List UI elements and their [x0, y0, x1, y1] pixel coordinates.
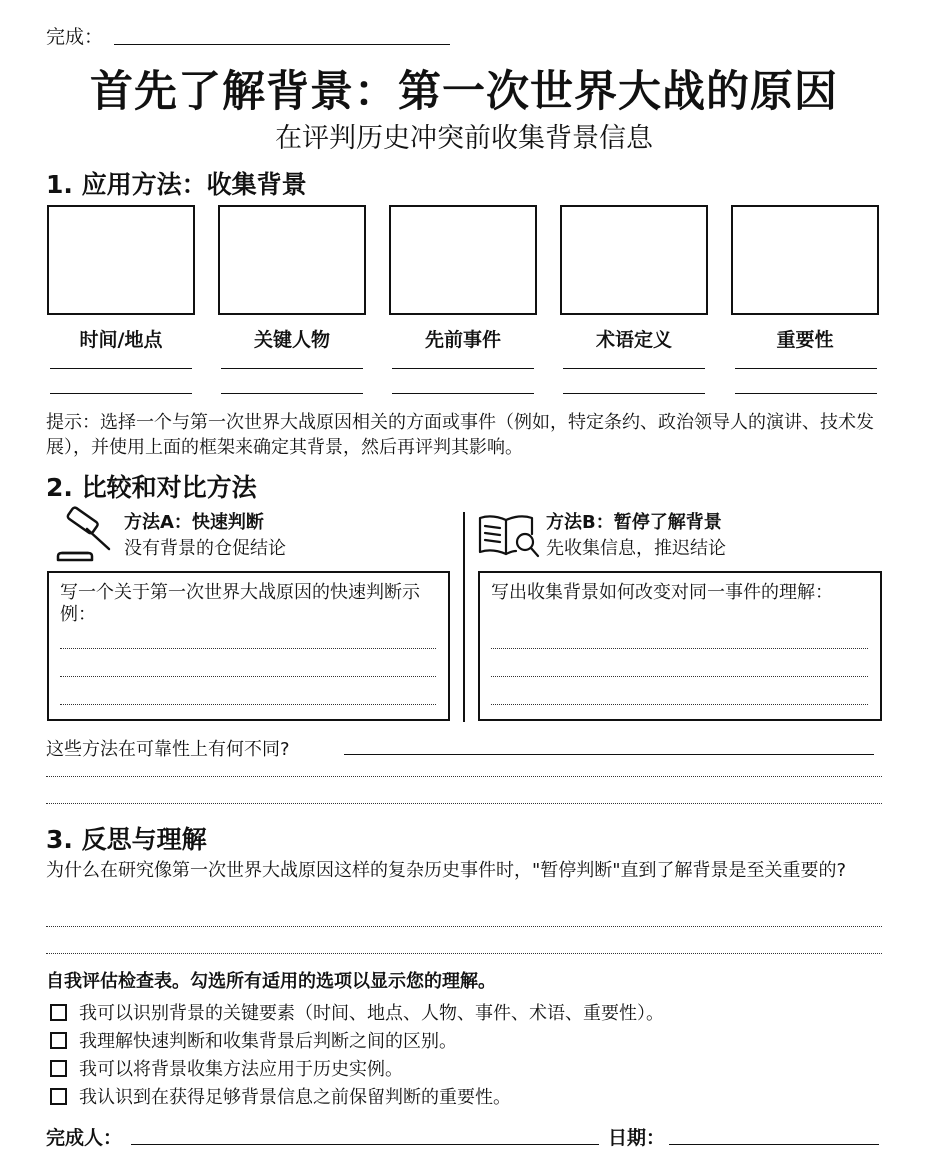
worksheet-title: 首先了解背景：第一次世界大战的原因 — [90, 67, 838, 117]
checkbox[interactable] — [50, 1004, 67, 1021]
checklist-item[interactable] — [50, 1083, 511, 1109]
frame-answer-line[interactable] — [735, 368, 877, 369]
frame-label-term-definitions: 术语定义 — [595, 329, 672, 351]
answer-dotted-line[interactable] — [491, 648, 868, 649]
checkbox[interactable] — [50, 1088, 67, 1105]
completed-by-label: 完成人： — [46, 1127, 123, 1149]
completed-by-field[interactable] — [131, 1144, 599, 1145]
frame-answer-line[interactable] — [392, 368, 534, 369]
context-understanding-prompt: 写出收集背景如何改变对同一事件的理解： — [491, 582, 833, 603]
checkbox[interactable] — [50, 1060, 67, 1077]
checkbox[interactable] — [50, 1032, 67, 1049]
tip-text: 提示：选择一个与第一次世界大战原因相关的方面或事件（例如，特定条约、政治领导人的演讲、技术发展），并使用上面的框架来确定其背景，然后再评判其影响。 — [46, 412, 874, 458]
frame-answer-line[interactable] — [735, 393, 877, 394]
answer-dotted-line[interactable] — [46, 953, 882, 954]
answer-dotted-line[interactable] — [60, 676, 436, 677]
methods-divider — [463, 512, 465, 722]
method-a-title: 方法A：快速判断 — [124, 512, 264, 533]
frame-answer-line[interactable] — [50, 393, 192, 394]
checklist-item-label: 我理解快速判断和收集背景后判断之间的区别。 — [79, 1031, 457, 1052]
frame-box-prior-events[interactable] — [389, 205, 537, 315]
completed-field[interactable] — [114, 44, 450, 45]
checklist-title: 自我评估检查表。勾选所有适用的选项以显示您的理解。 — [46, 971, 496, 992]
answer-dotted-line[interactable] — [491, 704, 868, 705]
worksheet-subtitle: 在评判历史冲突前收集背景信息 — [275, 123, 653, 154]
checklist-item[interactable] — [50, 1055, 403, 1081]
checklist-item[interactable] — [50, 999, 664, 1025]
frame-box-term-definitions[interactable] — [560, 205, 708, 315]
section1-heading: 1. 应用方法：收集背景 — [46, 170, 307, 199]
date-label: 日期： — [608, 1127, 666, 1149]
reliability-answer-line[interactable] — [344, 754, 874, 755]
section3-heading: 3. 反思与理解 — [46, 825, 207, 854]
quick-judgment-prompt: 写一个关于第一次世界大战原因的快速判断示例： — [60, 582, 420, 625]
frame-answer-line[interactable] — [221, 393, 363, 394]
frame-answer-line[interactable] — [392, 393, 534, 394]
checklist-item-label: 我可以将背景收集方法应用于历史实例。 — [79, 1059, 403, 1080]
frame-label-significance: 重要性 — [776, 329, 834, 351]
method-a-description: 没有背景的仓促结论 — [124, 538, 286, 559]
method-b-description: 先收集信息，推迟结论 — [546, 538, 726, 559]
frame-answer-line[interactable] — [563, 393, 705, 394]
answer-dotted-line[interactable] — [491, 676, 868, 677]
section2-heading: 2. 比较和对比方法 — [46, 473, 257, 502]
answer-dotted-line[interactable] — [46, 776, 882, 777]
checklist-item-label: 我认识到在获得足够背景信息之前保留判断的重要性。 — [79, 1087, 511, 1108]
frame-label-key-people: 关键人物 — [253, 329, 330, 351]
frame-answer-line[interactable] — [50, 368, 192, 369]
date-field[interactable] — [669, 1144, 879, 1145]
checklist-item-label: 我可以识别背景的关键要素（时间、地点、人物、事件、术语、重要性）。 — [79, 1003, 664, 1024]
frame-label-prior-events: 先前事件 — [424, 329, 501, 351]
answer-dotted-line[interactable] — [46, 803, 882, 804]
frame-answer-line[interactable] — [563, 368, 705, 369]
answer-dotted-line[interactable] — [60, 704, 436, 705]
method-b-title: 方法B：暂停了解背景 — [546, 512, 722, 533]
frame-box-key-people[interactable] — [218, 205, 366, 315]
reflection-question: 为什么在研究像第一次世界大战原因这样的复杂历史事件时，"暂停判断"直到了解背景是至关重要的? — [46, 860, 847, 881]
checklist-item[interactable] — [50, 1027, 457, 1053]
gavel-icon — [54, 506, 116, 562]
reliability-question: 这些方法在可靠性上有何不同? — [46, 739, 290, 760]
answer-dotted-line[interactable] — [60, 648, 436, 649]
answer-dotted-line[interactable] — [46, 926, 882, 927]
frame-box-time-place[interactable] — [47, 205, 195, 315]
book-magnifier-icon — [476, 508, 542, 560]
completed-label: 完成： — [46, 26, 104, 48]
frame-box-significance[interactable] — [731, 205, 879, 315]
frame-label-time-place: 时间/地点 — [79, 329, 163, 351]
frame-answer-line[interactable] — [221, 368, 363, 369]
